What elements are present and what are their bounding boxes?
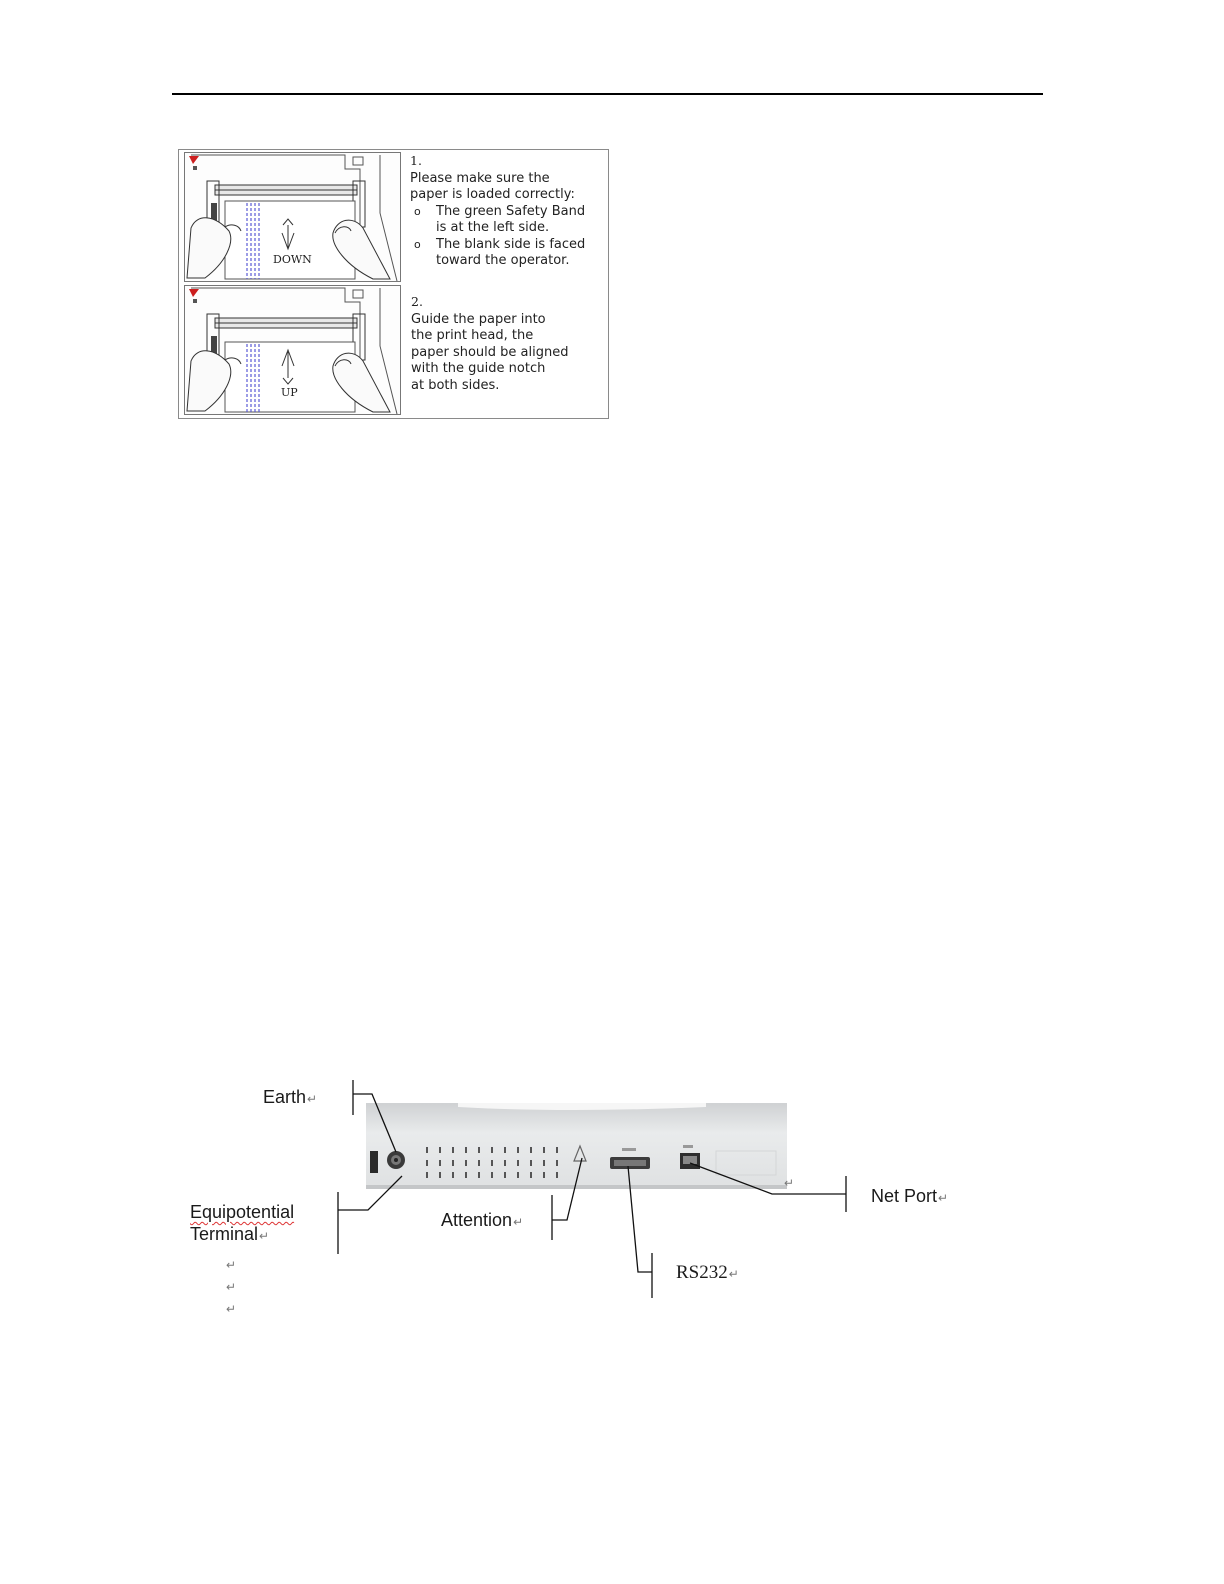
rear-panel-photo (366, 1103, 787, 1189)
rs232-label: RS232↵ (676, 1262, 739, 1283)
step-1-number: 1. (410, 153, 422, 168)
down-arrow-label: DOWN (273, 253, 312, 266)
net-port-label: Net Port↵ (871, 1186, 949, 1206)
attention-label: Attention↵ (441, 1210, 524, 1230)
step-2-line: Guide the paper into (411, 311, 546, 327)
step-1-text (410, 153, 585, 270)
step-2-text (411, 294, 568, 394)
up-arrow-label: UP (281, 386, 298, 399)
step-2-line: paper should be aligned (411, 344, 569, 360)
step-2-line: at both sides. (411, 377, 500, 393)
panel-illustration-down (184, 152, 401, 282)
bullet-marker: o (414, 237, 421, 251)
paragraph-mark: ↵ (784, 1176, 795, 1190)
step-1-bullet (410, 237, 585, 270)
bullet-line: toward the operator. (436, 253, 570, 268)
step-1-intro-line: Please make sure the (410, 170, 550, 186)
earth-label: Earth↵ (263, 1087, 318, 1107)
step-2-line: the print head, the (411, 328, 534, 343)
step-2-line: with the guide notch (411, 361, 546, 376)
paragraph-mark: ↵ (226, 1302, 237, 1316)
bullet-line: The green Safety Band (436, 203, 586, 219)
header-rule (172, 93, 1043, 95)
paragraph-mark: ↵ (226, 1258, 237, 1272)
step-1-bullet (410, 204, 585, 237)
step-1-intro-line: paper is loaded correctly: (410, 187, 575, 202)
bullet-marker: o (414, 204, 421, 218)
paper-loading-figure (178, 149, 609, 419)
panel-illustration-up (184, 285, 401, 415)
bullet-line: is at the left side. (436, 220, 550, 235)
step-2-number: 2. (411, 294, 423, 309)
paragraph-mark: ↵ (226, 1280, 237, 1294)
equipotential-terminal-label: Equipotential Terminal↵ (190, 1202, 295, 1244)
bullet-line: The blank side is faced (436, 236, 586, 252)
